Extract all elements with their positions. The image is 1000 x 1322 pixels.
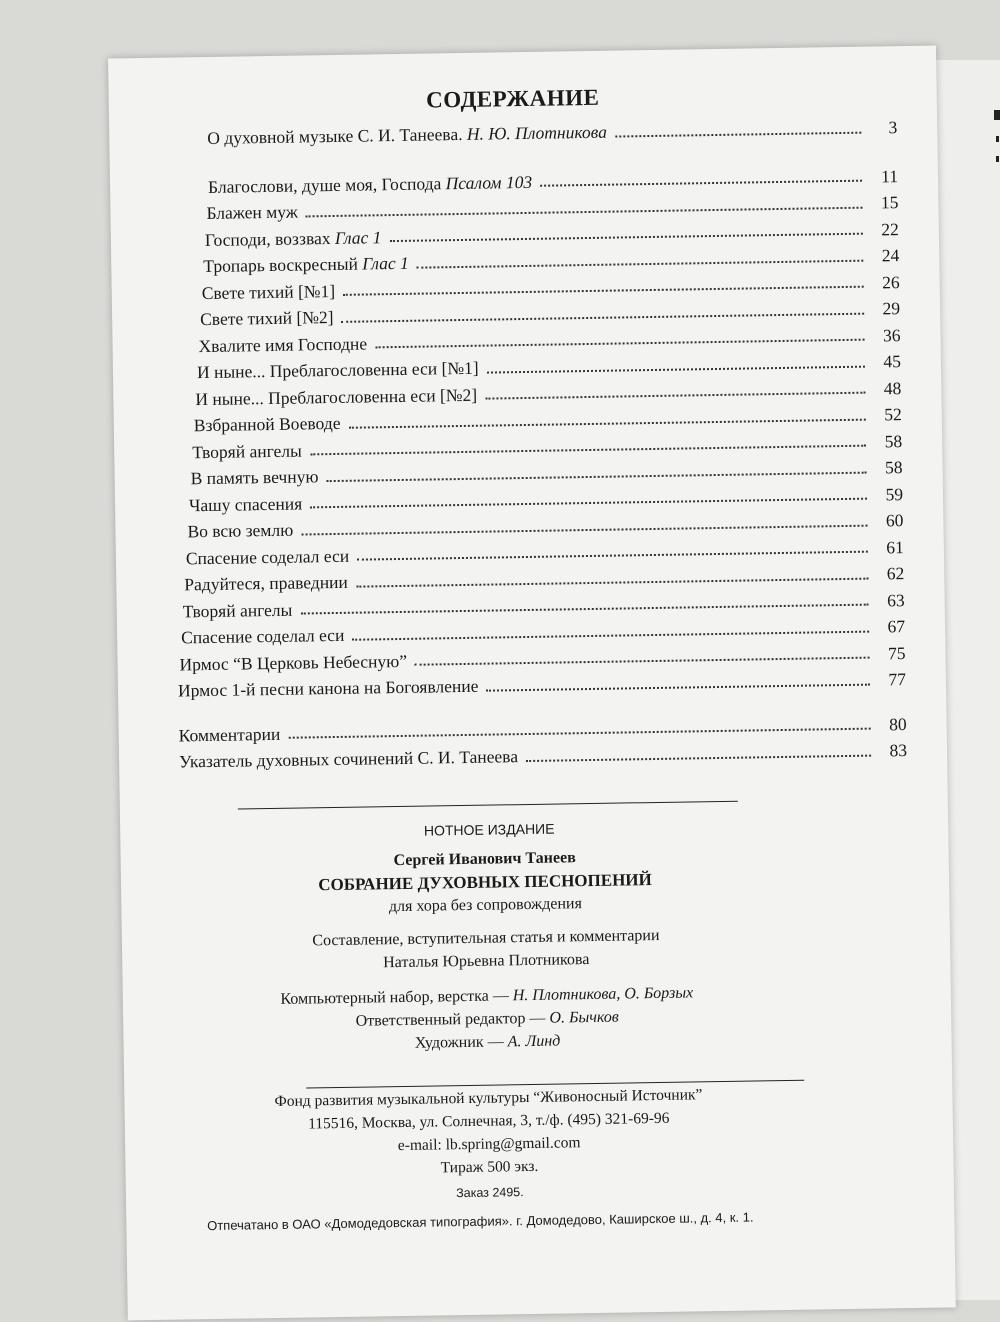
page-title: СОДЕРЖАНИЕ xyxy=(425,84,600,113)
leader-dots xyxy=(301,523,867,535)
book-subtitle: для хора без сопровождения xyxy=(388,895,583,916)
leader-dots xyxy=(343,285,864,296)
toc-entry-title: В память вечную xyxy=(190,466,319,489)
toc-entry-page: 59 xyxy=(885,483,904,504)
toc-entry-title: Хвалите имя Господне xyxy=(198,332,368,356)
toc-entry-title: Творяй ангелы xyxy=(182,599,293,621)
toc-entry-tone: Глас 1 xyxy=(334,226,382,248)
publisher-name: Фонд развития музыкальной культуры “Живоносный Источник” xyxy=(274,1086,703,1111)
toc-entry-page: 3 xyxy=(888,117,898,138)
publisher-block xyxy=(184,1080,914,1237)
leader-dots xyxy=(342,311,865,322)
toc-entry-page: 58 xyxy=(884,457,903,478)
toc-entry-tone: Псалом 103 xyxy=(445,171,533,193)
typesetting-credit: Компьютерный набор, верстка — Н. Плотникова, О. Борзых xyxy=(280,984,694,1008)
adjacent-page-mark xyxy=(996,156,999,162)
publisher-address: 115516, Москва, ул. Солнечная, 3, т./ф. (495) 321-69-96 xyxy=(308,1109,670,1133)
leader-dots xyxy=(349,417,866,428)
print-run: Тираж 500 экз. xyxy=(440,1157,539,1177)
toc-entry-page: 62 xyxy=(886,563,905,584)
toc-list xyxy=(170,163,906,704)
toc-tail xyxy=(178,711,907,775)
leader-dots xyxy=(375,338,864,349)
book-author: Сергей Иванович Танеев xyxy=(393,849,576,870)
toc-entry-title: Свете тихий [№1] xyxy=(201,280,336,303)
leader-dots xyxy=(356,576,868,587)
toc-entry-page: 11 xyxy=(880,165,899,186)
toc-entry-page: 29 xyxy=(882,298,901,319)
leader-dots xyxy=(357,550,868,561)
toc-entry-title: Тропарь воскресный xyxy=(203,253,359,277)
toc-entry-page: 26 xyxy=(881,271,900,292)
leader-dots xyxy=(310,497,867,509)
booklet-page xyxy=(108,45,956,1320)
toc-entry-page: 15 xyxy=(880,192,899,213)
leader-dots xyxy=(540,179,862,187)
leader-dots xyxy=(389,232,862,242)
leader-dots xyxy=(310,444,866,456)
leader-dots xyxy=(306,205,863,217)
artist-credit: Художник — А. Линд xyxy=(414,1032,561,1052)
toc-entry-title: Ирмос 1-й песни канона на Богоявление xyxy=(177,675,479,701)
toc-entry-page: 58 xyxy=(884,430,903,451)
leader-dots xyxy=(415,656,870,666)
leader-dots xyxy=(300,603,868,615)
leader-dots xyxy=(486,682,870,691)
toc-entry-page: 77 xyxy=(888,669,907,690)
edition-type: НОТНОЕ ИЗДАНИЕ xyxy=(423,820,555,839)
toc-entry-page: 52 xyxy=(884,404,902,425)
leader-dots xyxy=(485,391,865,400)
toc-entry-title: Свете тихий [№2] xyxy=(199,306,334,330)
toc-entry-title: И ныне... Преблагословенна еси [№2] xyxy=(195,384,478,409)
leader-dots xyxy=(615,130,861,137)
toc-entry-tone: Глас 1 xyxy=(362,252,409,274)
divider-line xyxy=(238,801,738,810)
printer-info: Отпечатано в ОАО «Домодедовская типография». г. Домодедово, Каширское ш., д. 4, к. 1. xyxy=(207,1209,754,1234)
leader-dots xyxy=(526,753,871,761)
toc-entry-title: Блажен муж xyxy=(206,201,299,223)
toc-entry-title: Благослови, душе моя, Господа xyxy=(207,172,442,197)
editor-credit: Ответственный редактор — О. Бычков xyxy=(355,1008,619,1030)
toc-entry-title: Спасение соделал еси xyxy=(180,624,345,648)
order-number: Заказ 2495. xyxy=(456,1185,524,1201)
toc-entry-title: Указатель духовных сочинений С. И. Танеева xyxy=(178,746,519,772)
toc-entry-title: Ирмос “В Церковь Небесную” xyxy=(179,650,408,674)
table-of-contents xyxy=(169,114,907,775)
book-title: СОБРАНИЕ ДУХОВНЫХ ПЕСНОПЕНИЙ xyxy=(318,870,652,895)
leader-dots xyxy=(417,258,864,268)
toc-entry-title: Спасение соделал еси xyxy=(185,545,350,568)
toc-entry-page: 80 xyxy=(888,713,907,734)
toc-entry-title: О духовной музыке С. И. Танеева. xyxy=(207,123,463,148)
toc-entry-page: 36 xyxy=(882,324,901,345)
toc-entry-page: 83 xyxy=(889,740,908,761)
imprint-block xyxy=(180,812,912,1058)
toc-entry-page: 60 xyxy=(885,510,904,531)
leader-dots xyxy=(487,364,865,373)
toc-entry-title: Чашу спасения xyxy=(188,493,303,515)
toc-entry-page: 63 xyxy=(886,589,905,610)
publisher-email: e-mail: lb.spring@gmail.com xyxy=(397,1134,581,1155)
toc-entry-page: 48 xyxy=(883,377,902,398)
toc-entry-title: Взбранной Воеводе xyxy=(193,412,341,436)
adjacent-page-mark xyxy=(994,110,1000,120)
leader-dots xyxy=(352,629,869,640)
toc-entry-page: 61 xyxy=(886,536,904,557)
leader-dots xyxy=(326,470,866,481)
toc-entry-title: И ныне... Преблагословенна еси [№1] xyxy=(196,357,479,383)
toc-entry-page: 45 xyxy=(883,351,902,372)
toc-entry-author: Н. Ю. Плотникова xyxy=(466,121,608,144)
compiled-label: Составление, вступительная статья и комментарии xyxy=(312,926,660,950)
leader-dots xyxy=(288,727,870,739)
toc-entry-page: 75 xyxy=(887,642,906,663)
toc-entry-title: Радуйтеся, праведнии xyxy=(184,571,348,595)
toc-entry-title: Господи, воззвах xyxy=(204,227,331,250)
compiler-name: Наталья Юрьевна Плотникова xyxy=(383,951,590,972)
toc-entry-page: 24 xyxy=(881,245,900,266)
toc-entry-title: Комментарии xyxy=(178,723,281,745)
toc-entry-title: Творяй ангелы xyxy=(192,440,302,462)
toc-entry-title: Во всю землю xyxy=(187,519,294,542)
toc-entry-page: 22 xyxy=(881,218,899,239)
toc-entry-page: 67 xyxy=(887,616,906,637)
adjacent-page-mark xyxy=(996,136,999,142)
